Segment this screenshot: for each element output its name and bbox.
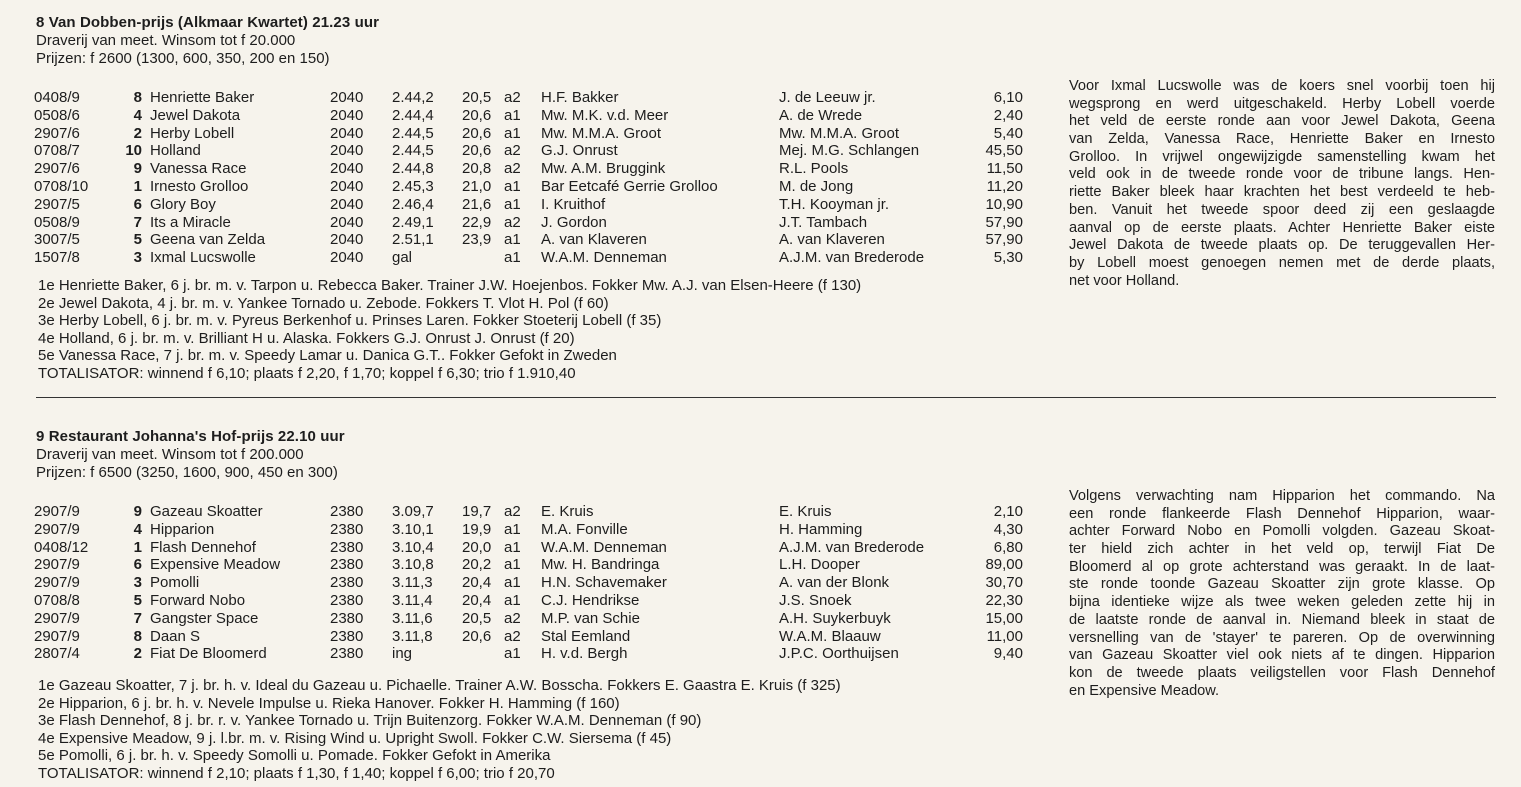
- distance: 2380: [330, 645, 364, 663]
- km-time: 20,8: [462, 160, 492, 178]
- report-line: Voor Ixmal Lucswolle was de koers snel voorbij toen hij: [1069, 78, 1495, 94]
- placing-detail: 3e Flash Dennehof, 8 j. br. r. v. Yankee Tornado u. Trijn Buitenzorg. Fokker W.A.M. Denneman (f 90): [38, 712, 702, 730]
- finish-time: 3.10,1: [392, 520, 434, 538]
- table-row: [34, 628, 1023, 646]
- start-line: a1: [504, 195, 521, 213]
- owner-name: A.H. Suykerbuyk: [779, 609, 891, 627]
- horse-name: Ixmal Lucswolle: [150, 249, 256, 267]
- placing-detail: 5e Vanessa Race, 7 j. br. m. v. Speedy Lamar u. Danica G.T.. Fokker Gefokt in Zweden: [38, 347, 617, 365]
- horse-name: Vanessa Race: [150, 160, 247, 178]
- results-table: [34, 503, 1023, 663]
- start-line: a1: [504, 556, 521, 574]
- placing-detail: 5e Pomolli, 6 j. br. h. v. Speedy Somolli u. Pomade. Fokker Gefokt in Amerika: [38, 747, 551, 765]
- report-line: een ronde flankeerde Flash Dennehof Hipparion, waar-: [1069, 505, 1495, 522]
- table-row: [34, 503, 1023, 521]
- owner-name: J.T. Tambach: [779, 213, 868, 231]
- table-row: [34, 574, 1023, 592]
- odds: 2,10: [993, 503, 1023, 520]
- start-line: a1: [504, 538, 521, 556]
- owner-name: T.H. Kooyman jr.: [779, 195, 890, 213]
- race-title: 8 Van Dobben-prijs (Alkmaar Kwartet) 21.23 uur: [36, 14, 380, 31]
- start-date: 1507/8: [34, 249, 80, 267]
- start-number: 6: [133, 195, 142, 213]
- driver-name: H. v.d. Bergh: [541, 645, 628, 663]
- start-date: 2907/9: [34, 503, 80, 520]
- race-details: [38, 677, 841, 783]
- placing-detail: 3e Herby Lobell, 6 j. br. m. v. Pyreus Berkenhof u. Prinses Laren. Fokker Stoeterij Lobell (f 35): [38, 312, 662, 330]
- odds: 6,80: [993, 538, 1023, 556]
- race-report: [1069, 78, 1495, 290]
- table-row: [34, 142, 1023, 160]
- horse-name: Holland: [150, 142, 201, 160]
- finish-time: gal: [392, 249, 413, 267]
- km-time: 19,7: [462, 503, 492, 520]
- finish-time: 2.51,1: [392, 231, 434, 249]
- odds: 10,90: [985, 195, 1023, 213]
- start-date: 3007/5: [34, 231, 80, 249]
- table-row: [34, 160, 1023, 178]
- driver-name: Mw. M.M.A. Groot: [541, 124, 662, 142]
- start-line: a2: [504, 503, 521, 520]
- owner-name: J. de Leeuw jr.: [779, 89, 876, 106]
- table-row: [34, 231, 1023, 249]
- report-line: versnelling van de 'stayer' te pareren. Op de overwinning: [1069, 629, 1495, 646]
- start-number: 1: [133, 177, 142, 195]
- horse-name: Daan S: [150, 627, 201, 645]
- start-line: a2: [504, 89, 521, 106]
- distance: 2040: [330, 142, 364, 160]
- odds: 11,00: [986, 627, 1023, 645]
- table-row: [34, 89, 1023, 107]
- race-title: 9 Restaurant Johanna's Hof-prijs 22.10 uur: [36, 428, 345, 445]
- owner-name: W.A.M. Blaauw: [779, 627, 881, 645]
- km-time: 20,0: [462, 538, 492, 556]
- km-time: 22,9: [462, 213, 492, 231]
- distance: 2040: [330, 195, 364, 213]
- start-date: 2907/6: [34, 124, 80, 142]
- start-date: 2907/5: [34, 195, 80, 213]
- km-time: 20,4: [462, 574, 492, 592]
- finish-time: 3.10,4: [392, 538, 434, 556]
- placing-detail: 2e Jewel Dakota, 4 j. br. m. v. Yankee Tornado u. Zebode. Fokkers T. Vlot H. Pol (f 60): [38, 294, 609, 312]
- distance: 2380: [330, 556, 364, 574]
- start-date: 2907/9: [34, 627, 80, 645]
- finish-time: 2.44,4: [392, 106, 434, 124]
- horse-name: Its a Miracle: [150, 213, 231, 231]
- driver-name: I. Kruithof: [541, 195, 606, 213]
- start-number: 8: [133, 627, 142, 645]
- finish-time: 2.46,4: [392, 195, 434, 213]
- start-number: 9: [133, 503, 142, 520]
- horse-name: Gangster Space: [150, 609, 259, 627]
- race-conditions: Draverij van meet. Winsom tot f 20.000: [36, 32, 296, 49]
- owner-name: H. Hamming: [779, 520, 863, 538]
- finish-time: 3.10,8: [392, 556, 434, 574]
- distance: 2380: [330, 520, 364, 538]
- km-time: 20,6: [462, 142, 492, 160]
- totalisator-line: TOTALISATOR: winnend f 2,10; plaats f 1,30, f 1,40; koppel f 6,00; trio f 20,70: [38, 764, 555, 782]
- report-line: en Expensive Meadow.: [1069, 682, 1220, 699]
- km-time: [462, 249, 504, 267]
- start-number: 2: [133, 124, 142, 142]
- horse-name: Pomolli: [150, 574, 200, 592]
- horse-name: Irnesto Grolloo: [150, 177, 249, 195]
- distance: 2380: [330, 609, 364, 627]
- km-time: 20,6: [462, 106, 492, 124]
- distance: 2380: [330, 503, 364, 520]
- owner-name: M. de Jong: [779, 177, 854, 195]
- km-time: 21,0: [462, 177, 492, 195]
- driver-name: W.A.M. Denneman: [541, 538, 667, 556]
- placing-detail: 1e Gazeau Skoatter, 7 j. br. h. v. Ideal du Gazeau u. Pichaelle. Trainer A.W. Bosscha. Fokkers E. Gaastra E. Kruis (f 325): [38, 677, 841, 694]
- km-time: 20,2: [462, 556, 492, 574]
- start-date: 0708/7: [34, 142, 80, 160]
- table-row: [34, 556, 1023, 574]
- owner-name: L.H. Dooper: [779, 556, 860, 574]
- report-line: ben. Vanuit het tweede spoor deed zij een geslaagde: [1069, 201, 1495, 218]
- finish-time: 2.49,1: [392, 213, 434, 231]
- km-time: 20,6: [462, 627, 492, 645]
- finish-time: 2.44,8: [392, 160, 434, 178]
- finish-time: 2.45,3: [392, 177, 434, 195]
- horse-name: Fiat De Bloomerd: [150, 645, 267, 663]
- distance: 2040: [330, 124, 364, 142]
- finish-time: 2.44,2: [392, 89, 434, 106]
- driver-name: J. Gordon: [541, 213, 607, 231]
- report-line: net voor Holland.: [1069, 272, 1180, 289]
- odds: 45,50: [985, 142, 1023, 160]
- horse-name: Geena van Zelda: [150, 231, 266, 249]
- start-line: a1: [504, 645, 521, 663]
- distance: 2040: [330, 249, 364, 267]
- start-number: 5: [133, 231, 142, 249]
- report-line: bijna identieke wijze als twee weken geleden zette hij in: [1069, 594, 1495, 611]
- start-number: 4: [133, 520, 142, 538]
- start-date: 0708/10: [34, 177, 89, 195]
- owner-name: Mej. M.G. Schlangen: [779, 142, 920, 160]
- horse-name: Gazeau Skoatter: [150, 503, 263, 520]
- owner-name: Mw. M.M.A. Groot: [779, 124, 900, 142]
- start-date: 2907/6: [34, 160, 80, 178]
- driver-name: E. Kruis: [541, 503, 594, 520]
- horse-name: Expensive Meadow: [150, 556, 281, 574]
- odds: 57,90: [985, 213, 1023, 231]
- odds: 15,00: [985, 609, 1023, 627]
- placing-detail: 4e Holland, 6 j. br. m. v. Brilliant H u. Alaska. Fokkers G.J. Onrust J. Onrust (f 20): [38, 329, 575, 347]
- owner-name: A. de Wrede: [779, 106, 863, 124]
- race-details: [38, 277, 861, 383]
- report-line: Jewel Dakota de tweede plaats op. De teruggevallen Her-: [1069, 237, 1495, 254]
- owner-name: A. van der Blonk: [779, 574, 890, 592]
- start-line: a1: [504, 249, 521, 267]
- table-row: [34, 178, 1023, 196]
- horse-name: Henriette Baker: [150, 89, 255, 106]
- km-time: 20,5: [462, 89, 492, 106]
- driver-name: Mw. A.M. Bruggink: [541, 160, 666, 178]
- driver-name: Bar Eetcafé Gerrie Grolloo: [541, 177, 718, 195]
- finish-time: 2.44,5: [392, 142, 434, 160]
- placing-detail: 1e Henriette Baker, 6 j. br. m. v. Tarpon u. Rebecca Baker. Trainer J.W. Hoejenbos. Fokker Mw. A.J. van Elsen-Heere (f 130): [38, 277, 862, 294]
- owner-name: A.J.M. van Brederode: [779, 538, 925, 556]
- finish-time: 3.09,7: [392, 503, 434, 520]
- report-line: de laatste ronde de aanval in. Niemand bleek in staat de: [1069, 611, 1495, 628]
- owner-name: R.L. Pools: [779, 160, 849, 178]
- start-date: 2907/9: [34, 609, 80, 627]
- table-row: [34, 592, 1023, 610]
- race-conditions: Draverij van meet. Winsom tot f 200.000: [36, 446, 304, 463]
- report-line: ter hield zich achter in het veld op, terwijl Fiat De: [1069, 541, 1495, 558]
- report-line: Bloomerd al op grote achterstand was geraakt. In de laat-: [1069, 558, 1495, 575]
- distance: 2380: [330, 591, 364, 609]
- distance: 2380: [330, 574, 364, 592]
- start-number: 7: [133, 609, 142, 627]
- race-prizes: Prijzen: f 2600 (1300, 600, 350, 200 en 150): [36, 50, 330, 67]
- odds: 5,30: [993, 249, 1023, 267]
- start-number: 6: [133, 556, 142, 574]
- start-line: a2: [504, 609, 521, 627]
- table-row: [34, 125, 1023, 143]
- report-line: veld ook in de tweede ronde voor de tribune langs. Hen-: [1069, 166, 1495, 183]
- report-line: ste ronde toonde Gazeau Skoatter zijn grote klasse. Op: [1069, 576, 1495, 593]
- odds: 2,40: [993, 106, 1023, 124]
- start-line: a2: [504, 627, 521, 645]
- start-date: 2907/9: [34, 574, 80, 592]
- odds: 4,30: [993, 520, 1023, 538]
- km-time: 23,9: [462, 231, 492, 249]
- finish-time: 3.11,3: [392, 574, 433, 592]
- distance: 2040: [330, 160, 364, 178]
- km-time: 20,4: [462, 591, 492, 609]
- race-prizes: Prijzen: f 6500 (3250, 1600, 900, 450 en 300): [36, 464, 338, 481]
- start-number: 5: [133, 591, 142, 609]
- odds: 6,10: [993, 89, 1023, 106]
- driver-name: H.F. Bakker: [541, 89, 619, 106]
- odds: 22,30: [985, 591, 1023, 609]
- driver-name: Mw. H. Bandringa: [541, 556, 660, 574]
- driver-name: Stal Eemland: [541, 627, 631, 645]
- km-time: 19,9: [462, 520, 492, 538]
- driver-name: M.A. Fonville: [541, 520, 628, 538]
- driver-name: M.P. van Schie: [541, 609, 640, 627]
- horse-name: Herby Lobell: [150, 124, 235, 142]
- start-line: a1: [504, 591, 521, 609]
- start-date: 2807/4: [34, 645, 80, 663]
- report-line: wegsprong en werd uitgeschakeld. Herby Lobell voerde: [1069, 95, 1495, 112]
- driver-name: C.J. Hendrikse: [541, 591, 640, 609]
- start-number: 7: [133, 213, 142, 231]
- odds: 11,50: [986, 160, 1023, 178]
- report-line: riette Baker bleek haar krachten het best verdeeld te heb-: [1069, 184, 1495, 201]
- start-date: 2907/9: [34, 520, 80, 538]
- start-number: 8: [133, 89, 142, 106]
- distance: 2040: [330, 213, 364, 231]
- horse-name: Jewel Dakota: [150, 106, 241, 124]
- report-line: achter Forward Nobo en Pomolli volgden. Gazeau Skoat-: [1069, 523, 1495, 540]
- table-row: [34, 249, 1023, 267]
- table-row: [34, 645, 1023, 663]
- report-line: het veld de eerste ronde aan voor Jewel Dakota, Geena: [1069, 113, 1495, 130]
- start-date: 0408/12: [34, 538, 89, 556]
- distance: 2040: [330, 177, 364, 195]
- start-number: 9: [133, 160, 142, 178]
- start-line: a2: [504, 142, 521, 160]
- start-number: 3: [133, 249, 142, 267]
- odds: 11,20: [986, 177, 1023, 195]
- horse-name: Forward Nobo: [150, 591, 246, 609]
- placing-detail: 4e Expensive Meadow, 9 j. l.br. m. v. Rising Wind u. Upright Swoll. Fokker C.W. Siersema (f 45): [38, 729, 672, 747]
- horse-name: Hipparion: [150, 520, 215, 538]
- start-date: 0508/9: [34, 213, 80, 231]
- start-date: 0408/9: [34, 89, 80, 106]
- section-divider: [36, 397, 1496, 398]
- owner-name: J.P.C. Oorthuijsen: [779, 645, 899, 663]
- owner-name: J.S. Snoek: [779, 591, 852, 609]
- driver-name: W.A.M. Denneman: [541, 249, 667, 267]
- horse-name: Glory Boy: [150, 195, 216, 213]
- report-line: Grolloo. In vrijwel ongewijzigde samenstelling kwam het: [1069, 148, 1495, 165]
- horse-name: Flash Dennehof: [150, 538, 256, 556]
- owner-name: E. Kruis: [779, 503, 832, 520]
- start-number: 10: [125, 142, 142, 160]
- owner-name: A.J.M. van Brederode: [779, 249, 925, 267]
- finish-time: 3.11,8: [392, 627, 433, 645]
- totalisator-line: TOTALISATOR: winnend f 6,10; plaats f 2,20, f 1,70; koppel f 6,30; trio f 1.910,40: [38, 364, 576, 382]
- report-line: aanval op de eerste plaats. Achter Henriette Baker eiste: [1069, 219, 1495, 236]
- report-line: by Lobell moest genoegen nemen met de derde plaats,: [1069, 254, 1495, 271]
- finish-time: 2.44,5: [392, 124, 434, 142]
- race-report: [1069, 488, 1495, 700]
- distance: 2040: [330, 106, 364, 124]
- start-line: a2: [504, 213, 521, 231]
- distance: 2040: [330, 231, 364, 249]
- start-number: 1: [133, 538, 142, 556]
- start-line: a1: [504, 177, 521, 195]
- start-date: 2907/9: [34, 556, 80, 574]
- distance: 2380: [330, 627, 364, 645]
- driver-name: H.N. Schavemaker: [541, 574, 667, 592]
- odds: 30,70: [985, 574, 1023, 592]
- finish-time: 3.11,6: [392, 609, 433, 627]
- finish-time: ing: [392, 645, 413, 663]
- odds: 57,90: [985, 231, 1023, 249]
- start-line: a2: [504, 160, 521, 178]
- start-number: 2: [133, 645, 142, 663]
- driver-name: G.J. Onrust: [541, 142, 618, 160]
- km-time: [462, 645, 504, 663]
- distance: 2380: [330, 538, 364, 556]
- start-date: 0508/6: [34, 106, 80, 124]
- start-line: a1: [504, 574, 521, 592]
- table-row: [34, 214, 1023, 232]
- odds: 9,40: [993, 645, 1023, 663]
- start-number: 3: [133, 574, 142, 592]
- start-line: a1: [504, 231, 521, 249]
- start-line: a1: [504, 106, 521, 124]
- report-line: kon de tweede plaats veiligstellen voor Flash Dennehof: [1069, 664, 1495, 681]
- km-time: 20,5: [462, 609, 492, 627]
- finish-time: 3.11,4: [392, 591, 433, 609]
- start-line: a1: [504, 124, 521, 142]
- table-row: [34, 539, 1023, 557]
- owner-name: A. van Klaveren: [779, 231, 885, 249]
- report-line: van Zelda, Vanessa Race, Henriette Baker en Irnesto: [1069, 131, 1495, 148]
- odds: 89,00: [985, 556, 1023, 574]
- table-row: [34, 521, 1023, 539]
- driver-name: Mw. M.K. v.d. Meer: [541, 106, 669, 124]
- report-line: Volgens verwachting nam Hipparion het commando. Na: [1069, 488, 1495, 504]
- start-number: 4: [133, 106, 142, 124]
- distance: 2040: [330, 89, 364, 106]
- start-date: 0708/8: [34, 591, 80, 609]
- km-time: 20,6: [462, 124, 492, 142]
- placing-detail: 2e Hipparion, 6 j. br. h. v. Nevele Impulse u. Rieka Hanover. Fokker H. Hamming (f 160): [38, 694, 620, 712]
- km-time: 21,6: [462, 195, 492, 213]
- report-line: van Gazeau Skoatter viel ook niets af te dingen. Hipparion: [1069, 647, 1495, 664]
- results-table: [34, 89, 1023, 267]
- table-row: [34, 610, 1023, 628]
- table-row: [34, 107, 1023, 125]
- odds: 5,40: [993, 124, 1023, 142]
- start-line: a1: [504, 520, 521, 538]
- table-row: [34, 196, 1023, 214]
- driver-name: A. van Klaveren: [541, 231, 647, 249]
